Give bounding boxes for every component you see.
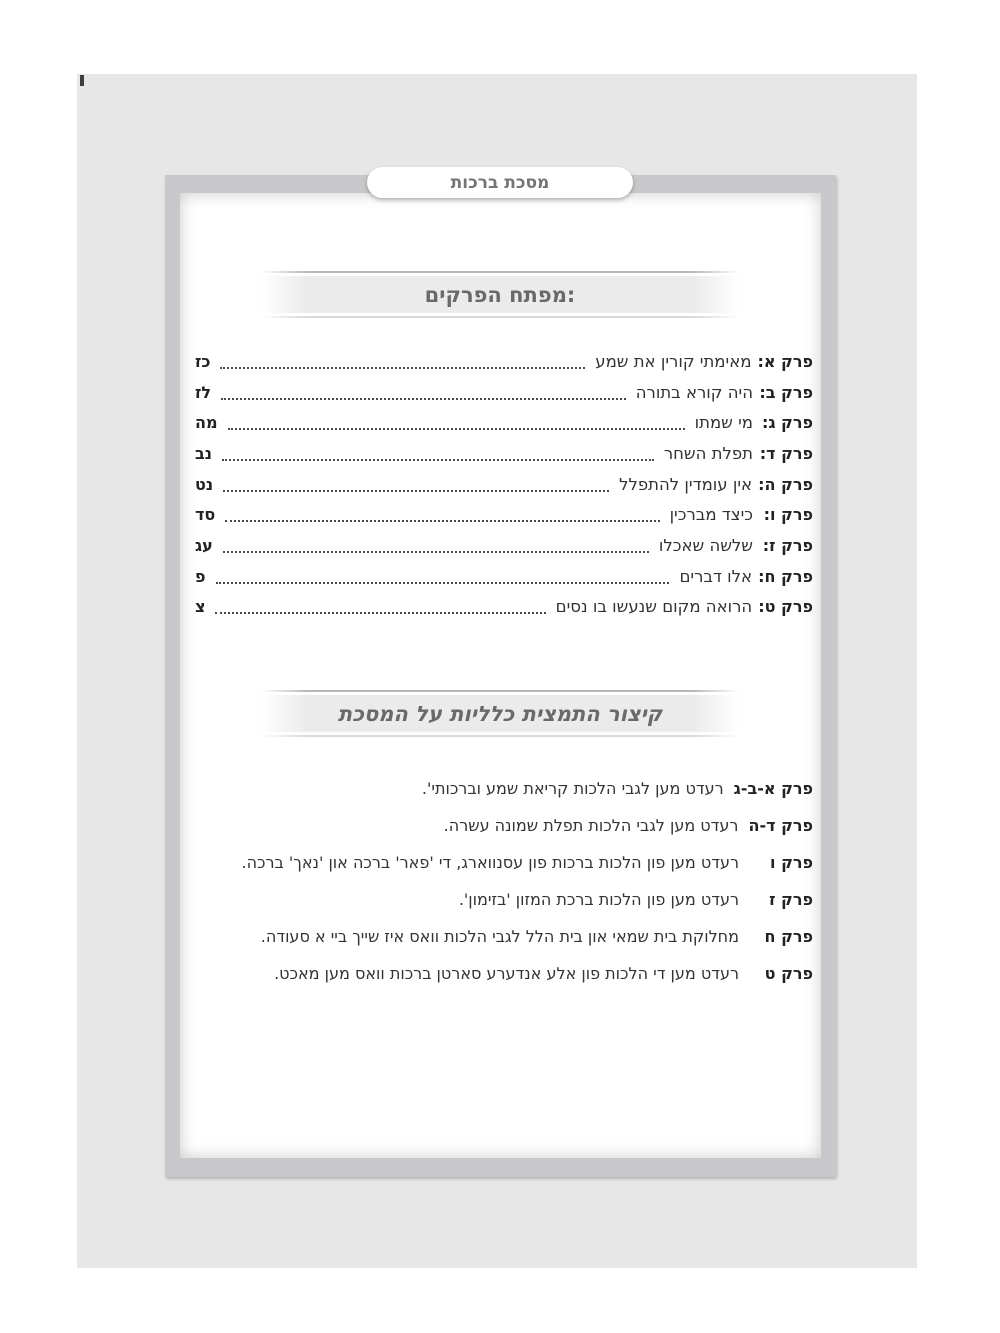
summary-chapter-label: פרק ח [764,927,813,946]
toc-chapter-title: שלשה שאכלו [658,535,753,555]
toc-dotted-leader [223,538,649,553]
toc-page-number: מה [195,413,218,433]
toc-dotted-leader [222,446,654,461]
toc-chapter-title: הרואה מקום שנעשו בו נסים [555,597,753,617]
toc-chapter-label: פרק ג: [761,413,813,433]
toc-row [195,469,813,500]
toc-page-number: צ [195,597,206,617]
toc-dotted-leader [225,507,659,522]
toc-row [195,561,813,592]
summary-text: רעדט מען פון הלכות ברכת המזון 'בזימון'. [458,890,739,909]
toc-chapter-label: פרק ה: [758,474,813,494]
toc-dotted-leader [216,569,670,584]
band-background [260,276,740,313]
summary-header: קיצור התמצית כלליות על המסכת [337,701,663,726]
summary-row [195,812,813,839]
summary-text: רעדט מען פון הלכות ברכות פון עסנווארג, די 'פאר' ברכה און 'נאך' ברכה. [241,853,739,872]
toc-page-number: סד [195,505,216,525]
toc-dotted-leader [215,599,545,614]
toc-row [195,407,813,438]
summary-text: מחלוקת בית שמאי און בית הלל לגבי הלכות וואס איז שייך ביי א סעודה. [260,927,739,946]
toc-page-number: עג [195,535,213,555]
toc-chapter-title: כיצד מברכין [669,505,753,525]
toc-list [195,346,813,622]
toc-chapter-label: פרק ו: [763,505,813,525]
toc-chapter-label: פרק ז: [762,535,813,555]
tractate-title-pill [367,167,633,198]
toc-chapter-label: פרק ד: [759,443,813,463]
toc-page-number: לז [195,382,212,402]
toc-page-number: נט [195,474,214,494]
toc-row [195,438,813,469]
chapter-index-header-band [260,271,740,318]
summary-row [195,923,813,950]
toc-chapter-title: אלו דברים [679,566,753,586]
band-top-rule [260,690,740,692]
summary-list [195,775,813,997]
toc-chapter-label: פרק א: [757,351,813,371]
summary-text: רעדט מען די הלכות פון אלע אנדערע סארטן ברכות וואס מען מאכט. [274,964,739,983]
toc-dotted-leader [223,477,609,492]
summary-text: רעדט מען לגבי הלכות קריאת שמע וברכותי'. [421,779,724,798]
summary-chapter-label: פרק ט [764,964,813,983]
scan-artifact-tick [80,75,84,86]
summary-row [195,960,813,987]
summary-row [195,775,813,802]
chapter-index-header: מפתח הפרקים: [424,282,576,307]
page-border-frame [165,172,836,1177]
toc-page-number: פ [195,566,206,586]
band-background [260,695,740,732]
toc-row [195,499,813,530]
toc-chapter-title: אין עומדין להתפלל [619,474,753,494]
summary-chapter-label: פרק ז [769,890,813,909]
page-inner-sheet [180,193,821,1158]
band-top-rule [260,271,740,273]
band-bottom-rule [260,735,740,737]
summary-row [195,886,813,913]
toc-row [195,377,813,408]
toc-dotted-leader [221,385,626,400]
toc-dotted-leader [220,354,585,369]
toc-row [195,592,813,623]
toc-chapter-label: פרק ח: [758,566,813,586]
toc-page-number: כז [195,351,211,371]
summary-chapter-label: פרק ד-ה [748,816,813,835]
band-bottom-rule [260,316,740,318]
summary-text: רעדט מען לגבי הלכות תפלת שמונה עשרה. [443,816,739,835]
toc-row [195,530,813,561]
toc-chapter-title: מי שמתו [694,413,753,433]
toc-chapter-title: תפלת השחר [663,443,753,463]
toc-chapter-label: פרק ב: [759,382,813,402]
toc-dotted-leader [228,415,685,430]
toc-chapter-title: היה קורא בתורה [635,382,753,402]
summary-row [195,849,813,876]
summary-chapter-label: פרק ו [770,853,813,872]
toc-chapter-label: פרק ט: [758,597,813,617]
summary-header-band [260,690,740,737]
tractate-title: מסכת ברכות [450,172,550,193]
toc-chapter-title: מאימתי קורין את שמע [595,351,752,371]
summary-chapter-label: פרק א-ב-ג [733,779,813,798]
toc-page-number: נב [195,443,213,463]
toc-row [195,346,813,377]
